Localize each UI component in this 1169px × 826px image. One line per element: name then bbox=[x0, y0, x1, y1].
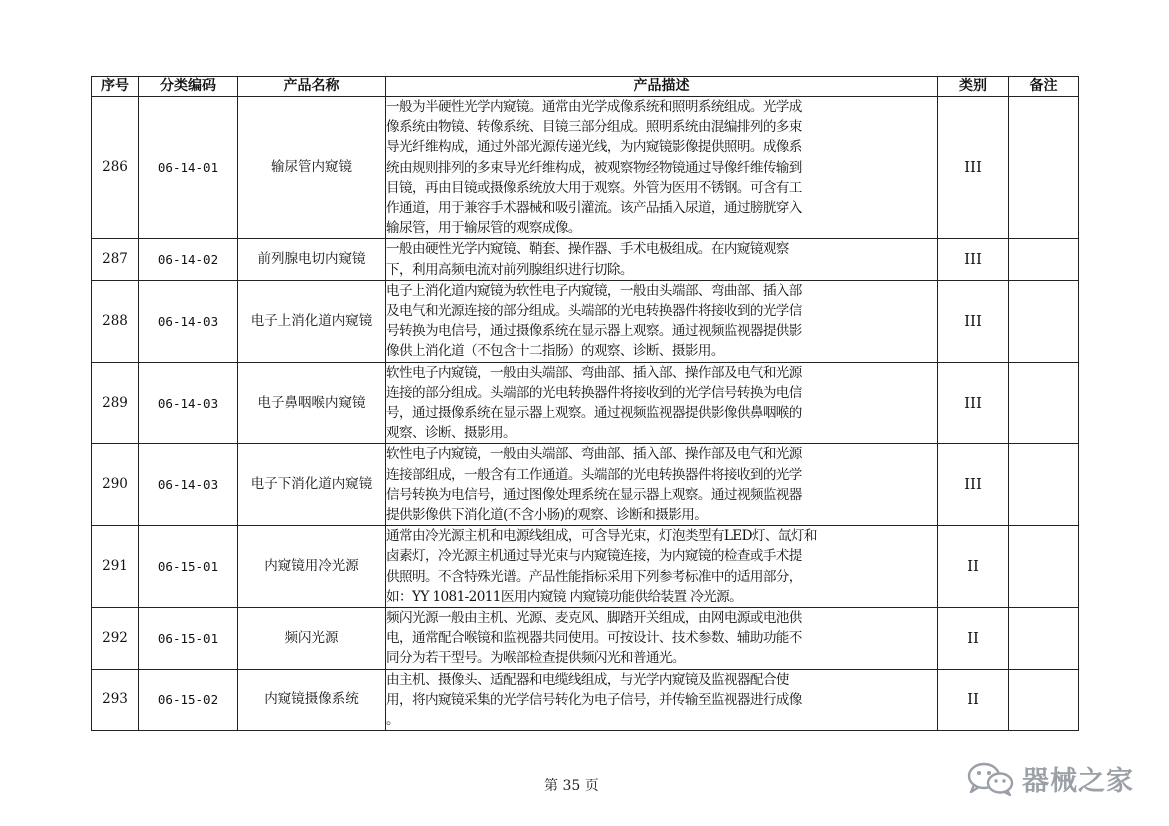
description-line: 。 bbox=[386, 712, 399, 729]
description-line: 像系统由物镜、转像系统、目镜三部分组成。照明系统由混编排列的多束 bbox=[386, 119, 802, 136]
header-remark: 备注 bbox=[1009, 77, 1079, 97]
table-row bbox=[92, 239, 1079, 280]
table-row bbox=[92, 280, 1079, 362]
table-row bbox=[92, 526, 1079, 608]
header-name: 产品名称 bbox=[238, 77, 386, 97]
cell-remark bbox=[1009, 444, 1079, 526]
cell-remark bbox=[1009, 608, 1079, 670]
cell-remark bbox=[1009, 280, 1079, 362]
cell-category: III bbox=[938, 444, 1009, 526]
description-line: 下，利用高频电流对前列腺组织进行切除。 bbox=[386, 261, 633, 278]
cell-name: 内窥镜用冷光源 bbox=[238, 526, 386, 608]
cell-category: III bbox=[938, 280, 1009, 362]
description-line: 导光纤维构成，通过外部光源传递光线，为内窥镜影像提供照明。成像系 bbox=[386, 139, 802, 156]
description-line: 目镜，再由目镜或摄像系统放大用于观察。外管为医用不锈钢。可含有工 bbox=[386, 179, 802, 196]
cell-seq: 293 bbox=[92, 669, 139, 731]
header-row bbox=[92, 77, 1079, 97]
cell-code: 06-14-03 bbox=[139, 280, 238, 362]
cell-description bbox=[386, 444, 938, 526]
cell-name: 前列腺电切内窥镜 bbox=[238, 239, 386, 280]
cell-code: 06-14-01 bbox=[139, 97, 238, 239]
table-row bbox=[92, 669, 1079, 731]
cell-code: 06-15-01 bbox=[139, 526, 238, 608]
table-row bbox=[92, 97, 1079, 239]
cell-code: 06-14-03 bbox=[139, 444, 238, 526]
cell-seq: 288 bbox=[92, 280, 139, 362]
cell-remark bbox=[1009, 239, 1079, 280]
cell-category: III bbox=[938, 97, 1009, 239]
cell-code: 06-15-01 bbox=[139, 608, 238, 670]
cell-seq: 287 bbox=[92, 239, 139, 280]
cell-category: II bbox=[938, 526, 1009, 608]
description-line: 如：YY 1081-2011医用内窥镜 内窥镜功能供给装置 冷光源。 bbox=[386, 588, 743, 605]
description-line: 统由规则排列的多束导光纤维构成，被观察物经物镜通过导像纤维传输到 bbox=[386, 159, 802, 176]
description-line: 软性电子内窥镜，一般由头端部、弯曲部、插入部、操作部及电气和光源 bbox=[386, 446, 802, 463]
cell-description bbox=[386, 669, 938, 731]
header-seq: 序号 bbox=[92, 77, 139, 97]
cell-name: 内窥镜摄像系统 bbox=[238, 669, 386, 731]
header-description: 产品描述 bbox=[386, 77, 938, 97]
cell-category: II bbox=[938, 669, 1009, 731]
cell-name: 输尿管内窥镜 bbox=[238, 97, 386, 239]
description-line: 软性电子内窥镜，一般由头端部、弯曲部、插入部、操作部及电气和光源 bbox=[386, 364, 802, 381]
description-line: 连接部组成，一般含有工作通道。头端部的光电转换器件将接收到的光学 bbox=[386, 466, 802, 483]
cell-name: 电子上消化道内窥镜 bbox=[238, 280, 386, 362]
description-line: 号，通过摄像系统在显示器上观察。通过视频监视器提供影像供鼻咽喉的 bbox=[386, 405, 802, 422]
table-row bbox=[92, 362, 1079, 444]
cell-category: III bbox=[938, 362, 1009, 444]
cell-category: III bbox=[938, 239, 1009, 280]
cell-code: 06-14-02 bbox=[139, 239, 238, 280]
description-line: 供照明。不含特殊光谱。产品性能指标采用下列参考标准中的适用部分， bbox=[386, 568, 802, 585]
cell-description bbox=[386, 97, 938, 239]
description-line: 频闪光源一般由主机、光源、麦克风、脚踏开关组成，由网电源或电池供 bbox=[386, 610, 802, 627]
table-row bbox=[92, 608, 1079, 670]
description-line: 观察、诊断、摄影用。 bbox=[386, 425, 516, 442]
page-number: 第 35 页 bbox=[544, 778, 599, 794]
cell-remark bbox=[1009, 362, 1079, 444]
cell-code: 06-15-02 bbox=[139, 669, 238, 731]
cell-seq: 286 bbox=[92, 97, 139, 239]
description-line: 电子上消化道内窥镜为软性电子内窥镜，一般由头端部、弯曲部、插入部 bbox=[386, 282, 802, 299]
description-line: 一般为半硬性光学内窥镜。通常由光学成像系统和照明系统组成。光学成 bbox=[386, 99, 802, 115]
cell-description bbox=[386, 526, 938, 608]
cell-code: 06-14-03 bbox=[139, 362, 238, 444]
watermark bbox=[966, 759, 1134, 798]
cell-name: 频闪光源 bbox=[238, 608, 386, 670]
table-row bbox=[92, 444, 1079, 526]
description-line: 用，将内窥镜采集的光学信号转化为电子信号，并传输至监视器进行成像 bbox=[386, 691, 802, 708]
header-code: 分类编码 bbox=[139, 77, 238, 97]
cell-description bbox=[386, 608, 938, 670]
header-category: 类别 bbox=[938, 77, 1009, 97]
catalog-table bbox=[91, 76, 1079, 731]
cell-remark bbox=[1009, 669, 1079, 731]
cell-remark bbox=[1009, 526, 1079, 608]
description-line: 像供上消化道（不包含十二指肠）的观察、诊断、摄影用。 bbox=[386, 343, 724, 360]
cell-name: 电子鼻咽喉内窥镜 bbox=[238, 362, 386, 444]
description-line: 号转换为电信号，通过摄像系统在显示器上观察。通过视频监视器提供影 bbox=[386, 323, 802, 340]
watermark-text: 器械之家 bbox=[1022, 766, 1134, 797]
cell-name: 电子下消化道内窥镜 bbox=[238, 444, 386, 526]
description-line: 一般由硬性光学内窥镜、鞘套、操作器、手术电极组成。在内窥镜观察 bbox=[386, 241, 789, 258]
description-line: 通常由冷光源主机和电源线组成，可含导光束，灯泡类型有LED灯、氙灯和 bbox=[386, 528, 817, 545]
description-line: 提供影像供下消化道(不含小肠)的观察、诊断和摄影用。 bbox=[386, 507, 708, 524]
cell-description bbox=[386, 280, 938, 362]
cell-description bbox=[386, 239, 938, 280]
description-line: 电，通常配合喉镜和监视器共同使用。可按设计、技术参数、辅助功能不 bbox=[386, 630, 802, 647]
cell-category: II bbox=[938, 608, 1009, 670]
description-line: 同分为若干型号。为喉部检查提供频闪光和普通光。 bbox=[386, 650, 685, 667]
description-line: 输尿管，用于输尿管的观察成像。 bbox=[386, 220, 581, 237]
description-line: 作通道，用于兼容手术器械和吸引灌流。该产品插入尿道，通过膀胱穿入 bbox=[386, 200, 802, 217]
description-line: 连接的部分组成。头端部的光电转换器件将接收到的光学信号转换为电信 bbox=[386, 384, 802, 401]
cell-seq: 292 bbox=[92, 608, 139, 670]
description-line: 由主机、摄像头、适配器和电缆线组成，与光学内窥镜及监视器配合使 bbox=[386, 671, 789, 688]
cell-seq: 289 bbox=[92, 362, 139, 444]
wechat-icon bbox=[966, 762, 1016, 796]
cell-seq: 291 bbox=[92, 526, 139, 608]
cell-seq: 290 bbox=[92, 444, 139, 526]
description-line: 卤素灯，冷光源主机通过导光束与内窥镜连接，为内窥镜的检查或手术提 bbox=[386, 548, 802, 565]
cell-remark bbox=[1009, 97, 1079, 239]
description-line: 及电气和光源连接的部分组成。头端部的光电转换器件将接收到的光学信 bbox=[386, 303, 802, 320]
cell-description bbox=[386, 362, 938, 444]
description-line: 信号转换为电信号，通过图像处理系统在显示器上观察。通过视频监视器 bbox=[386, 486, 802, 503]
